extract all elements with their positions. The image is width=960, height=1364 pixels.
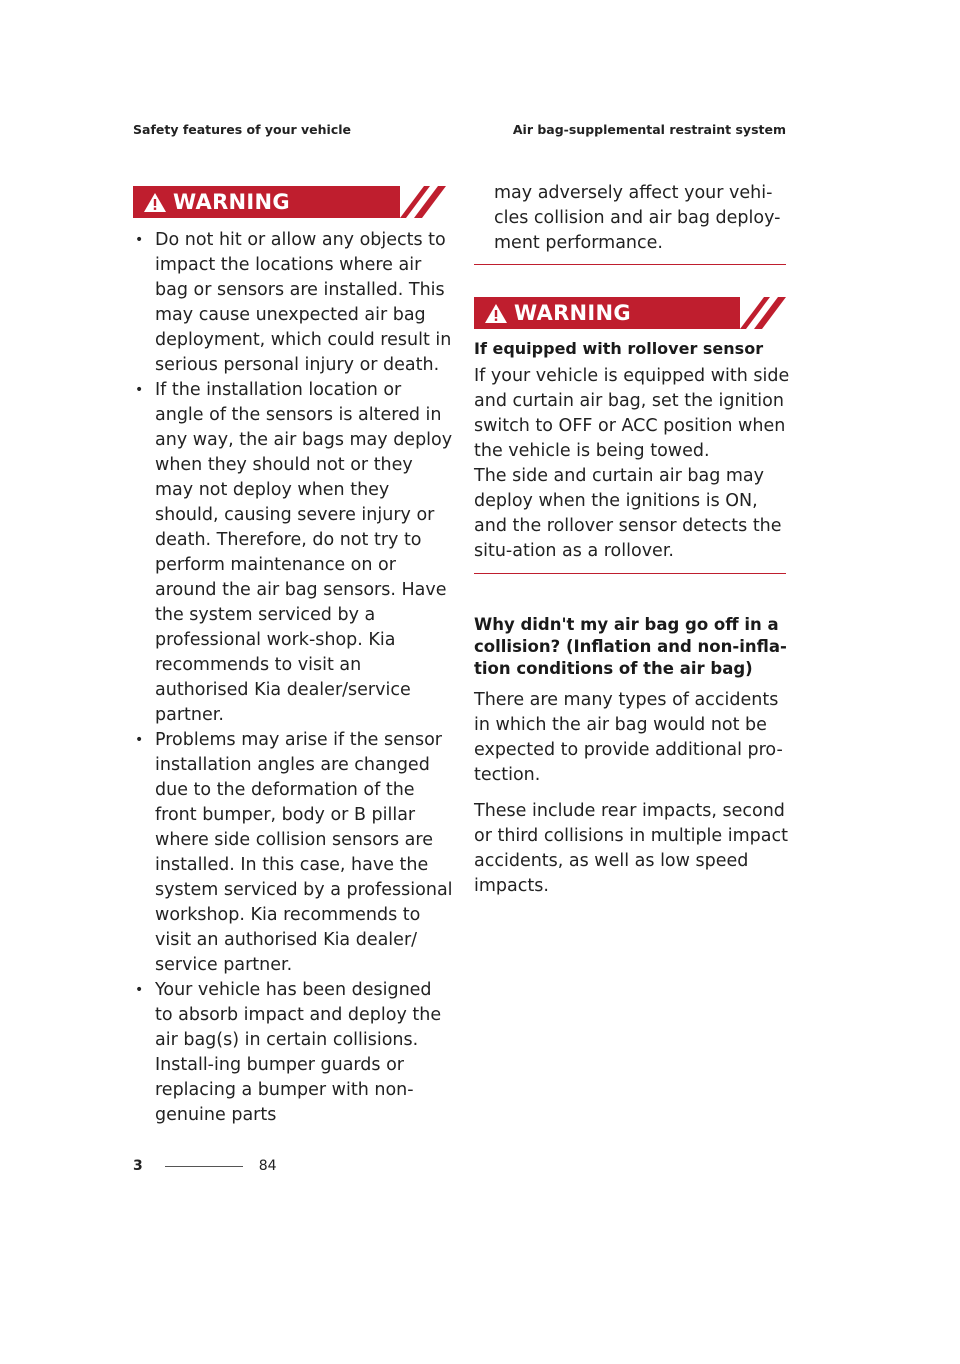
header-section-title: Safety features of your vehicle xyxy=(133,122,351,137)
warning-continuation: may adversely affect your vehi-cles collision and air bag deploy-ment performance. xyxy=(494,183,781,253)
section-paragraph: There are many types of accidents in which the air bag would not be expected to provide additional pro-tection. xyxy=(474,690,783,785)
warning-paragraph: If your vehicle is equipped with side and curtain air bag, set the ignition switch to OFF or ACC position when the vehicle is being towed. xyxy=(474,366,790,461)
page-number: 84 xyxy=(258,1158,277,1174)
section-heading: Why didn't my air bag go off in a collision? (Inflation and non-infla-tion conditions of the air bag) xyxy=(474,615,787,678)
warning-title: WARNING xyxy=(173,190,290,214)
section-block xyxy=(474,614,794,899)
header-chapter-title: Air bag-supplemental restraint system xyxy=(512,122,786,137)
warning-bullet-list xyxy=(133,228,453,1128)
list-item: • If the installation location or angle of the sensors is altered in any way, the air bags may deploy when they should not or they may not deploy when they should, causing severe injury or death. Therefore, do not try to perform maintenance on or around the air bag sensors. Have the system serviced by a professional work-shop. Kia recommends to visit an authorised Kia dealer/service partner. xyxy=(133,378,453,728)
warning-banner xyxy=(474,297,786,329)
warning-triangle-icon xyxy=(484,302,508,324)
warning-banner xyxy=(133,186,446,218)
footer-rule xyxy=(165,1166,243,1167)
chapter-number: 3 xyxy=(133,1158,143,1174)
list-item: • Do not hit or allow any objects to impact the locations where air bag or sensors are installed. This may cause unexpected air bag deployment, which could result in serious personal injury or death. xyxy=(133,228,453,378)
slash-decoration-icon xyxy=(740,297,786,329)
divider xyxy=(474,573,786,574)
section-paragraph: These include rear impacts, second or third collisions in multiple impact accidents, as well as low speed impacts. xyxy=(474,801,788,896)
list-item: • Your vehicle has been designed to absorb impact and deploy the air bag(s) in certain collisions. Install-ing bumper guards or replacing a bumper with non-genuine parts xyxy=(133,978,453,1128)
warning-paragraph: The side and curtain air bag may deploy when the ignitions is ON, and the rollover sensor detects the situ-ation as a rollover. xyxy=(474,466,782,561)
divider xyxy=(474,264,786,265)
warning-rollover-block xyxy=(474,338,794,564)
page-footer xyxy=(133,1158,277,1174)
warning-title: WARNING xyxy=(514,301,631,325)
list-item: • Problems may arise if the sensor installation angles are changed due to the deformation of the front bumper, body or B pillar where side collision sensors are installed. In this case, have the system serviced by a professional workshop. Kia recommends to visit an authorised Kia dealer/ service partner. xyxy=(133,728,453,978)
slash-decoration-icon xyxy=(400,186,446,218)
warning-subhead: If equipped with rollover sensor xyxy=(474,339,764,358)
warning-triangle-icon xyxy=(143,191,167,213)
